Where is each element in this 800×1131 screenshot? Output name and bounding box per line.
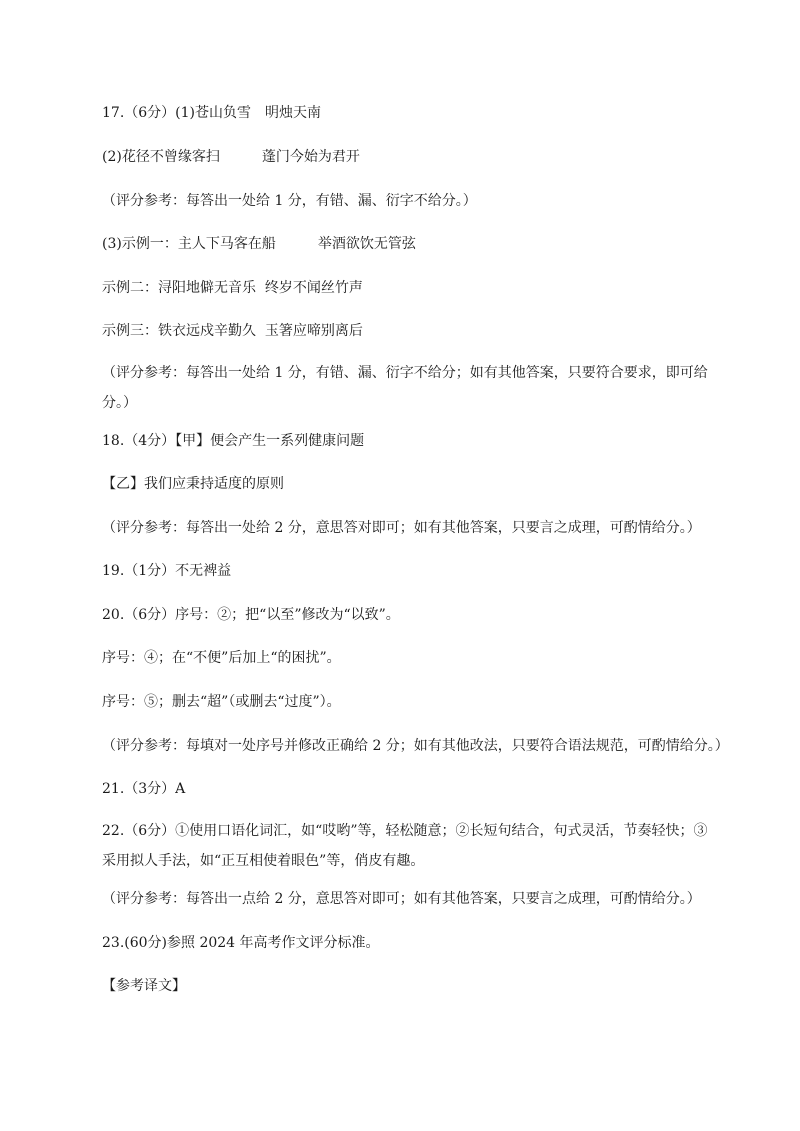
q20-scoring-note: （评分参考：每填对一处序号并修改正确给 2 分；如有其他改法，只要符合语法规范，可酌情给分。） [102, 738, 729, 754]
q17-example-2: 示例二：浔阳地僻无音乐 终岁不闻丝竹声 [102, 280, 363, 296]
q23-answer: 23.(60分)参照 2024 年高考作文评分标准。 [102, 935, 380, 951]
q18-answer-jia: 18.（4分）【甲】便会产生一系列健康问题 [102, 433, 365, 449]
q20-answer-3: 序号：⑤；删去“超”（或删去“过度”）。 [102, 694, 341, 710]
q22-scoring-note: （评分参考：每答出一点给 2 分，意思答对即可；如有其他答案，只要言之成理，可酌情给分。） [102, 891, 701, 907]
q17-answer-1: 17.（6分）(1)苍山负雪 明烛天南 [102, 105, 322, 121]
q18-scoring-note: （评分参考：每答出一处给 2 分，意思答对即可；如有其他答案，只要言之成理，可酌情给分。） [102, 520, 701, 536]
q22-answer: 22.（6分）①使用口语化词汇，如“哎哟”等，轻松随意；②长短句结合，句式灵活，节奏轻快；③采用拟人手法，如“正互相使着眼色”等，俏皮有趣。 [102, 823, 708, 869]
q19-answer: 19.（1分）不无裨益 [102, 563, 232, 579]
q17-answer-3: (3)示例一：主人下马客在船 举酒欲饮无管弦 [102, 236, 416, 252]
q17-example-3: 示例三：铁衣远戍辛勤久 玉箸应啼别离后 [102, 323, 363, 339]
q21-answer: 21.（3分）A [102, 781, 186, 797]
q17-scoring-note-2: （评分参考：每答出一处给 1 分，有错、漏、衍字不给分；如有其他答案，只要符合要求，即可给分。） [102, 365, 708, 411]
q17-scoring-note-1: （评分参考：每答出一处给 1 分，有错、漏、衍字不给分。） [102, 193, 477, 209]
q18-answer-yi: 【乙】我们应秉持适度的原则 [102, 476, 284, 492]
q20-answer-1: 20.（6分）序号：②；把“以至”修改为“以致”。 [102, 607, 400, 623]
reference-translation-heading: 【参考译文】 [102, 978, 186, 994]
q20-answer-2: 序号：④；在“不便”后加上“的困扰”。 [102, 650, 341, 666]
q17-answer-2: (2)花径不曾缘客扫 蓬门今始为君开 [102, 149, 360, 165]
